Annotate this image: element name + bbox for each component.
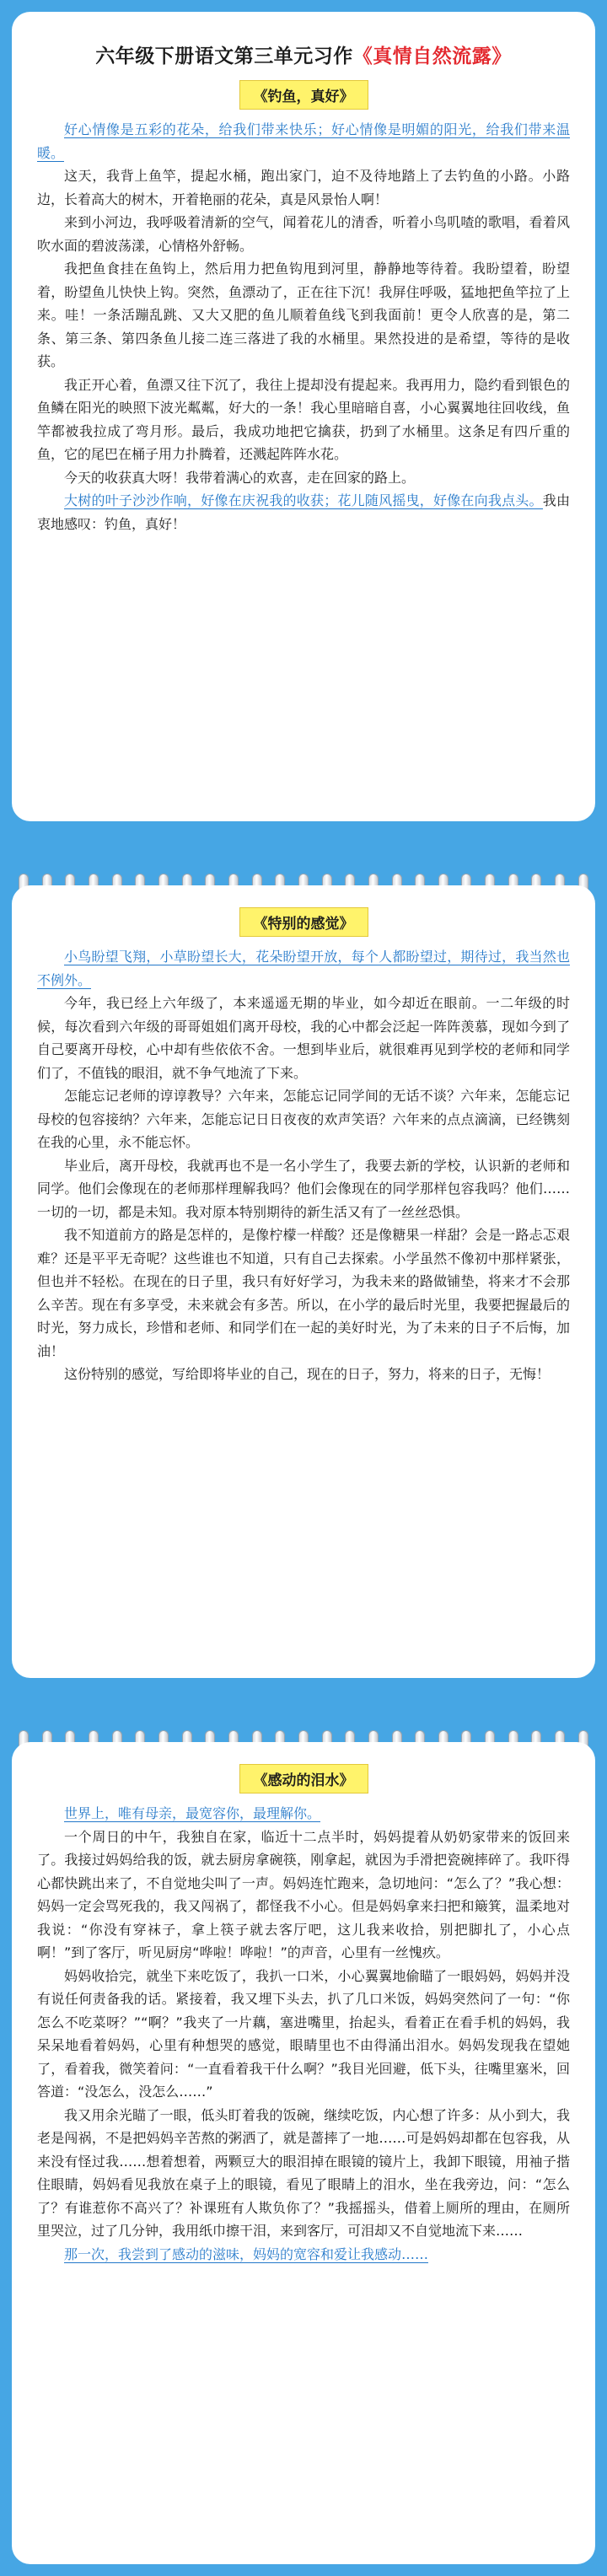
paragraph-text: 那一次，我尝到了感动的滋味，妈妈的宽容和爱让我感动…… (64, 2245, 429, 2262)
essay-paragraph: 这天，我背上鱼竿，提起水桶，跑出家门，迫不及待地踏上了去钓鱼的小路。小路边，长着高大的树木，开着艳丽的花朵，真是风景怡人啊！ (37, 168, 570, 207)
essay-paragraph: 来到小河边，我呼吸着清新的空气，闻着花儿的清香，听着小鸟叽喳的歌唱，看着风吹水面的碧波荡漾，心情格外舒畅。 (37, 214, 570, 254)
paragraph-text: 我由衷地感叹：钓鱼，真好！ (37, 492, 570, 532)
essay-paragraph: 怎能忘记老师的谆谆教导？六年来，怎能忘记同学间的无话不谈？六年来，怎能忘记母校的包容接纳？六年来，怎能忘记日日夜夜的欢声笑语？六年来的点点滴滴，已经镌刻在我的心里，永不能忘怀。 (37, 1088, 570, 1150)
essay-title: 《钓鱼，真好》 (239, 80, 368, 110)
essay-paragraph: 一个周日的中午，我独自在家，临近十二点半时，妈妈提着从奶奶家带来的饭回来了。我接过妈妈给我的饭，就去厨房拿碗筷，刚拿起，就因为手滑把瓷碗摔碎了。我吓得心都快跳出来了，不自觉地尖叫了一声。妈妈连忙跑来，急切地问：“怎么了？”我心想：妈妈一定会骂死我的，我又闯祸了，都怪我不小心。但是妈妈拿来扫把和簸箕，温柔地对我说：“你没有穿袜子，拿上筷子就去客厅吧，这儿我来收拾，别把脚扎了，小心点啊！”到了客厅，听见厨房“哗啦！哗啦！”的声音，心里有一丝愧疚。 (37, 1828, 570, 1960)
essay-title: 《特别的感觉》 (239, 907, 368, 937)
essay-paragraph (37, 489, 570, 535)
essay-paragraph: 我不知道前方的路是怎样的，是像柠檬一样酸？还是像糖果一样甜？会是一路忐忑艰难？还是平平无奇呢？这些谁也不知道，只有自己去探索。小学虽然不像初中那样紧张，但也并不轻松。在现在的日子里，我只有好好学习，为我未来的路做铺垫，将来才不会那么辛苦。现在有多享受，未来就会有多苦。所以，在小学的最后时光里，我要把握最后的时光，努力成长，珍惜和老师、和同学们在一起的美好时光，为了未来的日子不后悔，加油！ (37, 1227, 570, 1359)
essay-paragraph (37, 118, 570, 164)
essay-title: 《感动的泪水》 (239, 1764, 368, 1794)
essay-paragraph: 我正开心着，鱼漂又往下沉了，我往上提却没有提起来。我再用力，隐约看到银色的鱼鳞在阳光的映照下波光粼粼，好大的一条！我心里暗暗自喜，小心翼翼地往回收线，鱼竿都被我拉成了弯月形。最后，我成功地把它擒获，扔到了水桶里。这条足有四斤重的鱼，它的尾巴在桶子用力扑腾着，还溅起阵阵水花。 (37, 376, 570, 462)
paragraph-text: 世界上，唯有母亲，最宽容你，最理解你。 (64, 1805, 321, 1821)
essay-paragraph: 妈妈收拾完，就坐下来吃饭了，我扒一口米，小心翼翼地偷瞄了一眼妈妈，妈妈并没有说任何责备我的话。紧接着，我又埋下头去，扒了几口米饭，妈妈突然问了一句：“你怎么不吃菜呀？”“啊？”我夹了一片藕，塞进嘴里，抬起头，看着正在看手机的妈妈，我呆呆地看着妈妈，心里有种想哭的感觉，眼睛里也不由得涌出泪水。妈妈发现我在望她了，看着我，微笑着问：“一直看着我干什么啊？”我目光回避，低下头，往嘴里塞米，回答道：“没怎么，没怎么……” (37, 1967, 570, 2100)
essay-paragraph (37, 1802, 570, 1826)
essay-card-3 (12, 1742, 595, 2564)
essay-paragraph (37, 2243, 570, 2267)
essay-paragraph: 今年，我已经上六年级了，本来遥遥无期的毕业，如今却近在眼前。一二年级的时候，每次看到六年级的哥哥姐姐们离开母校，我的心中都会泛起一阵阵羡慕，现如今到了自己要离开母校，心中却有些依依不舍。一想到毕业后，就很难再见到学校的老师和同学们了，不值钱的眼泪，就不争气地流了下来。 (37, 995, 570, 1081)
essay-card-1 (12, 12, 595, 821)
essay-paragraph: 这份特别的感觉，写给即将毕业的自己，现在的日子，努力，将来的日子，无悔！ (64, 1366, 551, 1382)
essay-paragraph: 我把鱼食挂在鱼钩上，然后用力把鱼钩甩到河里，静静地等待着。我盼望着，盼望着，盼望鱼儿快快上钩。突然，鱼漂动了，正在往下沉！我屏住呼吸，猛地把鱼竿拉了上来。哇！一条活蹦乱跳、又大又肥的鱼儿顺着鱼线飞到我面前！更令人欣喜的是，第二条、第三条、第四条鱼儿接二连三落进了我的水桶里。果然投进的是希望，等待的是收获。 (37, 261, 570, 369)
paragraph-text: 好心情像是五彩的花朵，给我们带来快乐；好心情像是明媚的阳光，给我们带来温暖。 (37, 121, 570, 161)
essay-paragraph: 毕业后，离开母校，我就再也不是一名小学生了，我要去新的学校，认识新的老师和同学。他们会像现在的老师那样理解我吗？他们会像现在的同学那样包容我吗？他们……一切的一切，都是未知。我对原本特别期待的新生活又有了一丝丝恐惧。 (37, 1157, 570, 1220)
page-title (37, 40, 570, 68)
paragraph-blue-text: 大树的叶子沙沙作响，好像在庆祝我的收获；花儿随风摇曳，好像在向我点头。 (64, 492, 543, 508)
paragraph-text: 小鸟盼望飞翔，小草盼望长大，花朵盼望开放，每个人都盼望过，期待过，我当然也不例外。 (37, 949, 570, 988)
page-title-prefix: 六年级下册语文第三单元习作 (95, 46, 353, 67)
essay-card-2 (12, 885, 595, 1678)
page-title-highlight: 《真情自然流露》 (352, 46, 512, 67)
essay-paragraph: 我又用余光瞄了一眼，低头盯着我的饭碗，继续吃饭，内心想了许多：从小到大，我老是闯祸，不是把妈妈辛苦熬的粥洒了，就是蔷摔了一地……可是妈妈却都在包容我，从来没有怪过我……想着想着，两颗豆大的眼泪掉在眼镜的镜片上，我卸下眼镜，用袖子揩住眼睛，妈妈看见我放在桌子上的眼镜，看见了眼睛上的泪水，坐在我旁边，问：“怎么了？有谁惹你不高兴了？补课班有人欺负你了？”我摇摇头，借着上厕所的理由，在厕所里哭泣，过了几分钟，我用纸巾擦干泪，来到客厅，可泪却又不自觉地流下来…… (37, 2106, 570, 2239)
essay-paragraph (37, 945, 570, 992)
essay-paragraph: 今天的收获真大呀！我带着满心的欢喜，走在回家的路上。 (64, 469, 416, 486)
